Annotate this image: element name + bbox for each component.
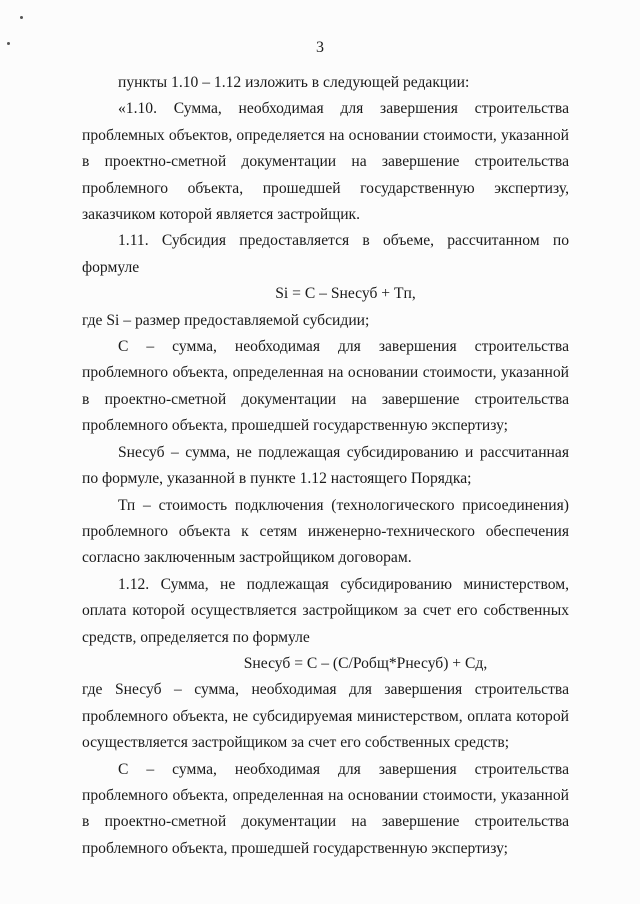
item-1-11-paragraph: 1.11. Субсидия предоставляется в объеме, рассчитанном по формуле (82, 232, 569, 276)
snesub-formula: Sнесуб = С – (С/Робщ*Рнесуб) + Сд, (243, 654, 488, 672)
intro-paragraph: пункты 1.10 – 1.12 изложить в следующей редакции: (118, 74, 470, 91)
si-definition: где Si – размер предоставляемой субсидии; (82, 311, 370, 329)
c-definition-repeat: С – сумма, необходимая для завершения строительства проблемного объекта, определенная на основании стоимости, указанной в проектно-сметной документации на завершение строительства проблемного объекта, прошедшей государственную экспертизу; (82, 760, 569, 857)
document-body (82, 70, 569, 862)
c-definition: С – сумма, необходимая для завершения строительства проблемного объекта, определенная на основании стоимости, указанной в проектно-сметной документации на завершение строительства проблемного объекта, прошедшей государственную экспертизу; (82, 338, 569, 435)
scan-speck (20, 16, 23, 19)
snesub-definition: Sнесуб – сумма, не подлежащая субсидированию и рассчитанная по формуле, указанной в пункте 1.12 настоящего Порядка; (82, 443, 569, 488)
snesub-where-definition: где Sнесуб – сумма, необходимая для завершения строительства проблемного объекта, не субсидируемая министерством, оплата которой осуществляется застройщиком за счет его собственных средств; (82, 681, 569, 752)
page-number: 3 (316, 39, 324, 56)
subsidy-formula: Si = C – Sнесуб + Tп, (275, 285, 416, 303)
tp-definition: Тп – стоимость подключения (технологического присоединения) проблемного объекта к сетям инженерно-технического обеспечения согласно заключенным застройщиком договорам. (82, 496, 569, 567)
item-1-10-paragraph: «1.10. Сумма, необходимая для завершения строительства проблемных объектов, определяется на основании стоимости, указанной в проектно-сметной документации на завершение строительства проблемного объекта, прошедшей государственную экспертизу, заказчиком которой является застройщик. (82, 100, 569, 224)
item-1-12-paragraph: 1.12. Сумма, не подлежащая субсидированию министерством, оплата которой осуществляется застройщиком за счет его собственных средств, определяется по формуле (82, 575, 569, 646)
